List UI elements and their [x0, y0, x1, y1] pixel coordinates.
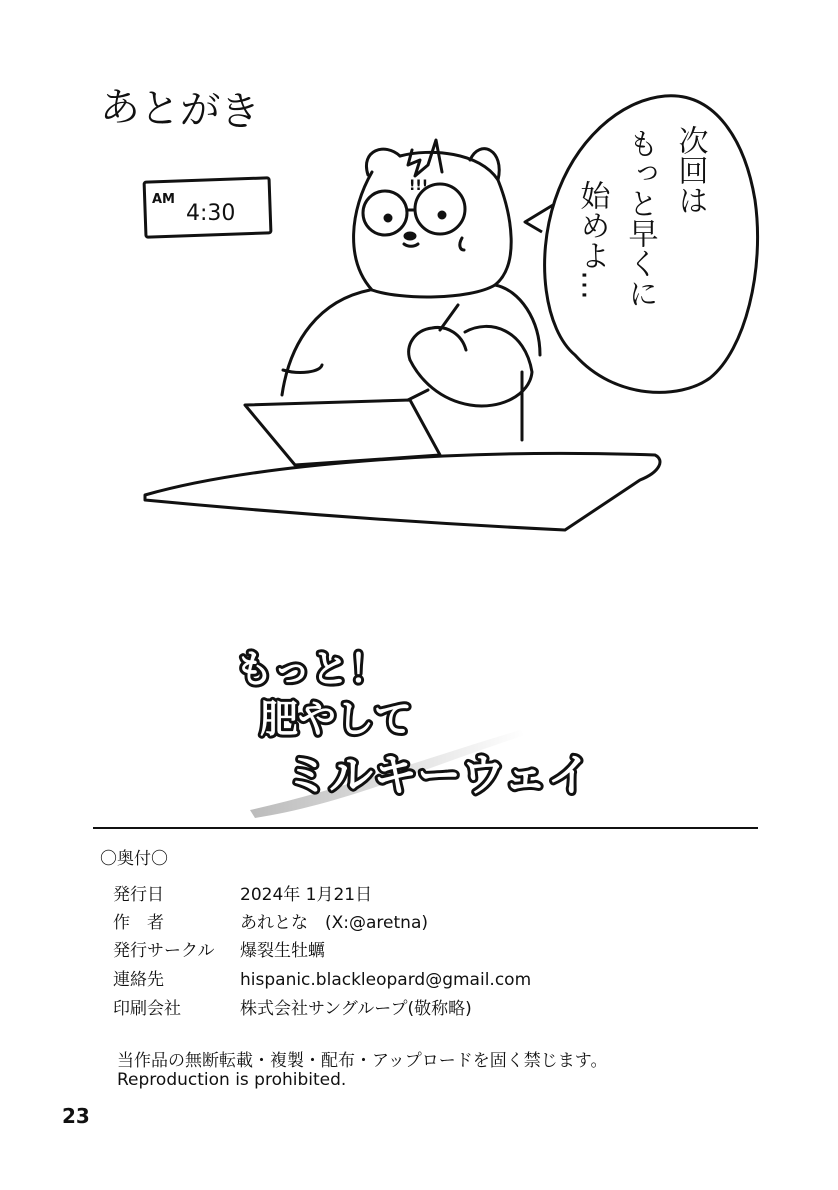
- left-eye: [385, 215, 391, 221]
- logo-line-2: 肥やして: [260, 697, 413, 741]
- row-value: 2024年 1月21日: [240, 885, 373, 905]
- row-value: 株式会社サングループ(敬称略): [240, 999, 472, 1019]
- speech-line-1: 次回は: [672, 125, 708, 215]
- tablet: [245, 400, 440, 465]
- page-number: 23: [62, 1104, 90, 1128]
- clock-sign: [144, 178, 271, 237]
- sweat-drop: [460, 238, 464, 250]
- speech-line-2: もっと早くに: [622, 128, 658, 308]
- colophon-row-printer: [113, 997, 753, 1021]
- colophon-row-circle: [113, 939, 753, 963]
- speech-text: [575, 125, 708, 308]
- nose: [405, 233, 415, 239]
- colophon-row-author: [113, 911, 753, 935]
- logo-line-3: ミルキーウェイ: [285, 750, 592, 801]
- head: [354, 152, 512, 297]
- speech-bubble: [525, 96, 758, 393]
- colophon-row-contact: [113, 968, 753, 992]
- hair-tuft: [408, 140, 442, 176]
- hand: [409, 327, 466, 360]
- row-value: hispanic.blackleopard@gmail.com: [240, 970, 532, 990]
- mouth: [404, 244, 418, 246]
- colophon-row-date: [113, 883, 753, 907]
- row-label: 発行サークル: [113, 941, 215, 961]
- row-value: あれとな (X:@aretna): [240, 913, 428, 933]
- row-label: 連絡先: [113, 970, 164, 990]
- logo-line-1: もっと！: [235, 647, 388, 691]
- clock-ampm: AM: [152, 192, 175, 207]
- arm: [410, 326, 532, 406]
- glasses-left-lens: [363, 191, 407, 235]
- right-eye: [439, 212, 445, 218]
- notice-japanese: 当作品の無断転載・複製・配布・アップロードを固く禁じます。: [117, 1051, 608, 1071]
- colophon-divider: [93, 827, 758, 829]
- row-label: 作 者: [113, 913, 164, 933]
- colophon-heading: 〇奥付〇: [100, 849, 168, 869]
- row-value: 爆裂生牡蠣: [240, 941, 325, 961]
- row-label: 印刷会社: [113, 999, 181, 1019]
- title-logo: [220, 640, 620, 830]
- pen: [408, 305, 458, 400]
- notice-english: Reproduction is prohibited.: [117, 1070, 347, 1090]
- desk: [145, 453, 660, 530]
- speech-line-3: 始めよ…: [574, 180, 610, 300]
- clock-time: 4:30: [186, 201, 236, 226]
- sweat-marks: !!!: [409, 178, 429, 194]
- row-label: 発行日: [113, 885, 164, 905]
- afterword-heading: あとがき: [99, 84, 261, 136]
